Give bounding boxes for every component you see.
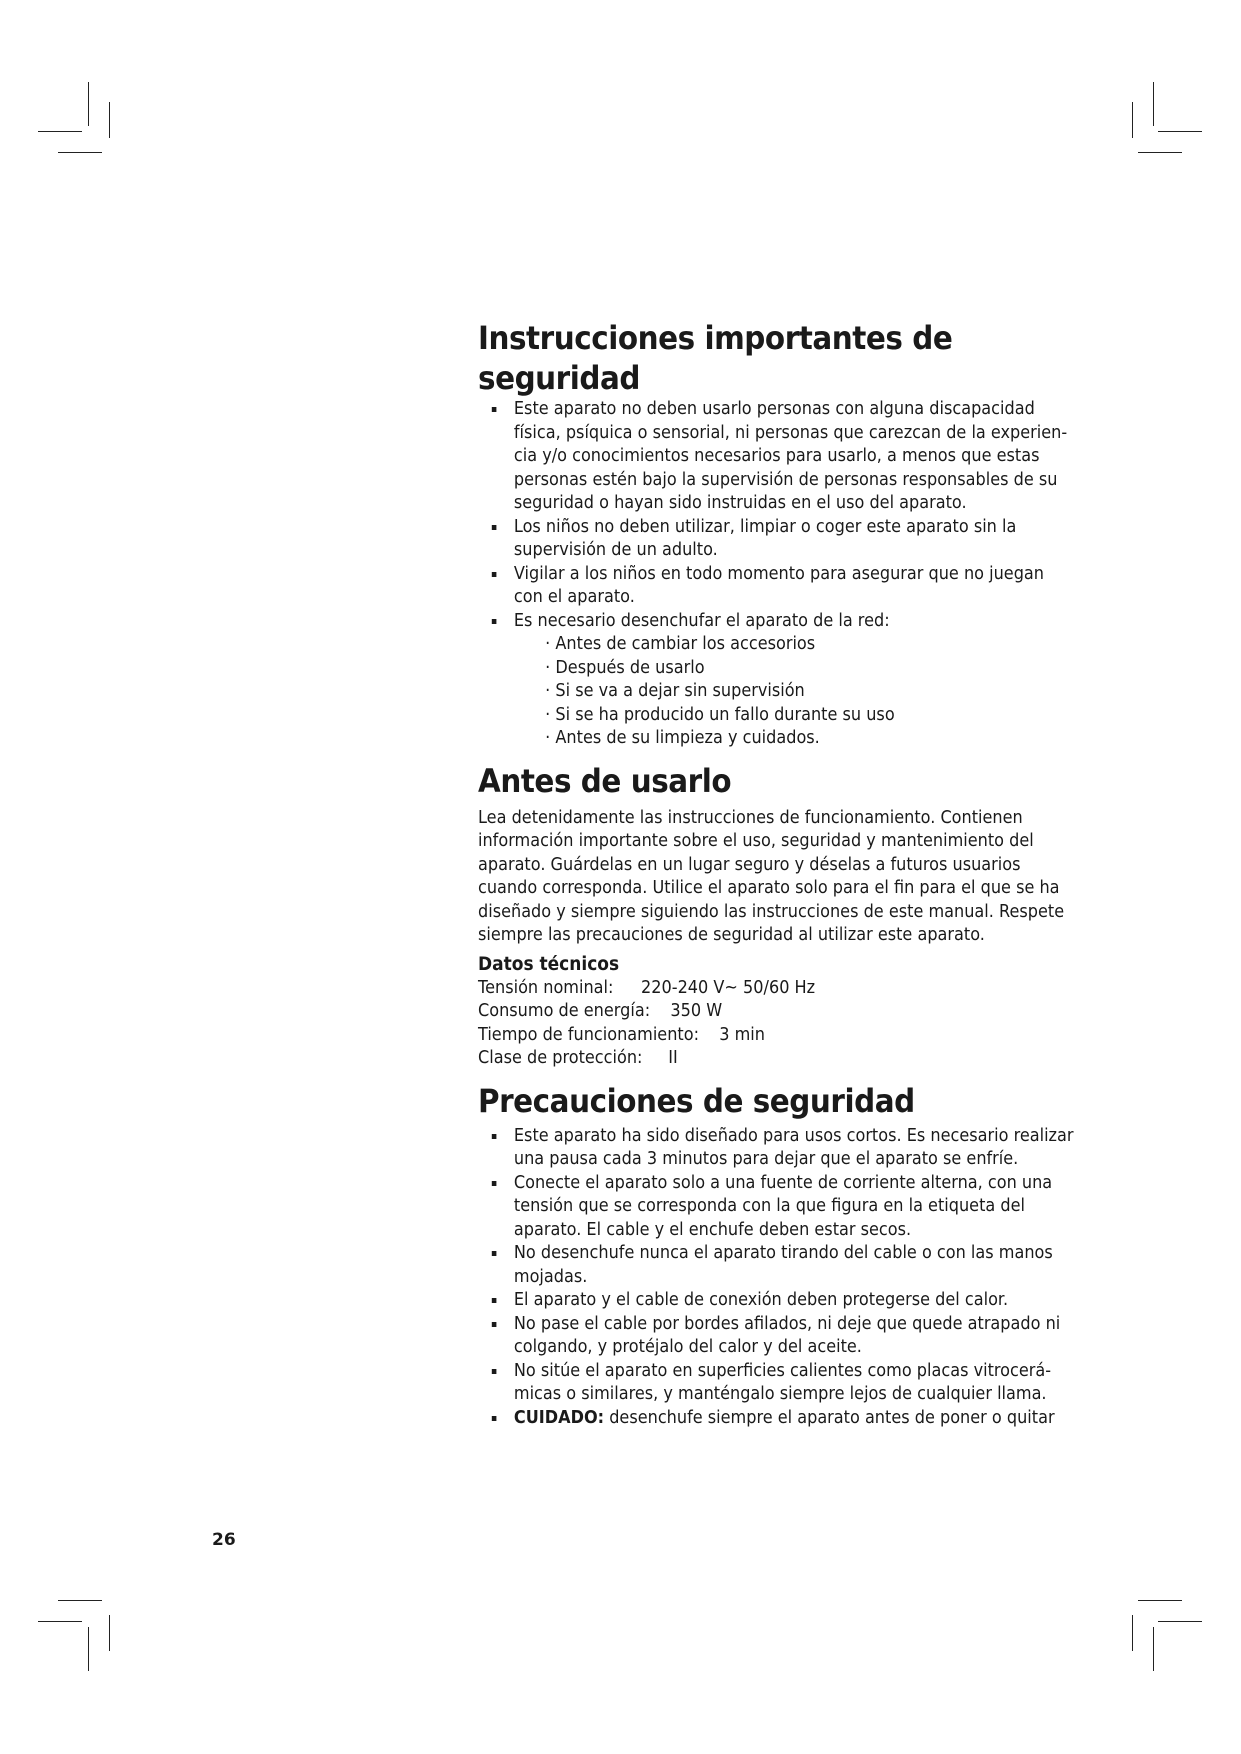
list-item: [489, 1407, 1074, 1431]
list-item: · Antes de su limpieza y cuidados.: [545, 727, 1074, 751]
tech-label: Clase de protección:: [478, 1048, 643, 1068]
safety-list: [478, 398, 1074, 751]
tech-row: [478, 1047, 1074, 1071]
tech-label: Consumo de energía:: [478, 1001, 651, 1021]
list-item: · Si se ha producido un fallo durante su uso: [545, 704, 1074, 728]
list-item: · Antes de cambiar los accesorios: [545, 633, 1074, 657]
tech-value: 3 min: [719, 1024, 765, 1045]
caution-text: desenchufe siempre el aparato antes de poner o quitar: [604, 1407, 1055, 1428]
list-item: [489, 610, 1074, 751]
list-item: El aparato y el cable de conexión deben protegerse del calor.: [489, 1289, 1074, 1313]
tech-label: Tensión nominal:: [478, 977, 614, 998]
unplug-list: [514, 633, 1074, 751]
list-item: No sitúe el aparato en superficies calientes como placas vitrocerá-micas o similares, y manténgalo siempre lejos de cualquier llama.: [489, 1360, 1074, 1407]
caution-label: CUIDADO:: [513, 1407, 605, 1428]
before-paragraph: Lea detenidamente las instrucciones de funcionamiento. Contienen información importante sobre el uso, seguridad y mantenimiento del aparato. Guárdelas en un lugar seguro y déselas a futuros usuarios cuando corresponda. Utilice el aparato solo para el fin para el que se ha diseñado y siempre siguiendo las instrucciones de este manual. Respete siempre las precauciones de seguridad al utilizar este aparato.: [478, 807, 1065, 945]
list-item: Los niños no deben utilizar, limpiar o coger este aparato sin la supervisión de un adulto.: [489, 516, 1074, 563]
tech-value: II: [668, 1048, 678, 1068]
list-item: Este aparato ha sido diseñado para usos cortos. Es necesario realizar una pausa cada 3 minutos para dejar que el aparato se enfríe.: [489, 1125, 1074, 1172]
list-item: Conecte el aparato solo a una fuente de corriente alterna, con una tensión que se corresponda con la que figura en la etiqueta del aparato. El cable y el enchufe deben estar secos.: [489, 1172, 1074, 1243]
safety-list-wrap: [478, 398, 1074, 751]
list-item: Vigilar a los niños en todo momento para asegurar que no juegan con el aparato.: [489, 563, 1074, 610]
precautions-list: [478, 1125, 1074, 1431]
list-item: No desenchufe nunca el aparato tirando del cable o con las manos mojadas.: [489, 1242, 1074, 1289]
tech-row: [478, 1000, 1074, 1024]
before-section: [478, 807, 1074, 1071]
tech-label: Tiempo de funcionamiento:: [478, 1024, 700, 1045]
page-content: [478, 318, 1078, 1430]
list-item: No pase el cable por bordes afilados, ni deje que quede atrapado ni colgando, y protéjalo del calor y del aceite.: [489, 1313, 1074, 1360]
safety-title: Instrucciones importantes de seguridad: [478, 319, 953, 397]
unplug-intro: Es necesario desenchufar el aparato de la red:: [513, 610, 890, 631]
tech-row: [478, 977, 1074, 1001]
before-title: Antes de usarlo: [478, 761, 732, 800]
tech-row: [478, 1024, 1074, 1048]
precautions-title: Precauciones de seguridad: [478, 1081, 915, 1120]
list-item: · Si se va a dejar sin supervisión: [545, 680, 1074, 704]
page-number: 26: [212, 1530, 236, 1550]
list-item: · Después de usarlo: [545, 657, 1074, 681]
tech-value: 220-240 V~ 50/60 Hz: [641, 977, 816, 998]
precautions-list-wrap: [478, 1125, 1074, 1431]
tech-title: Datos técnicos: [478, 953, 620, 975]
tech-value: 350 W: [670, 1001, 723, 1021]
list-item: Este aparato no deben usarlo personas con alguna discapacidad física, psíquica o sensorial, ni personas que carezcan de la experien-cia y/o conocimientos necesarios para usarlo, a menos que estas personas estén bajo la supervisión de personas responsables de su seguridad o hayan sido instruidas en el uso del aparato.: [489, 398, 1074, 516]
